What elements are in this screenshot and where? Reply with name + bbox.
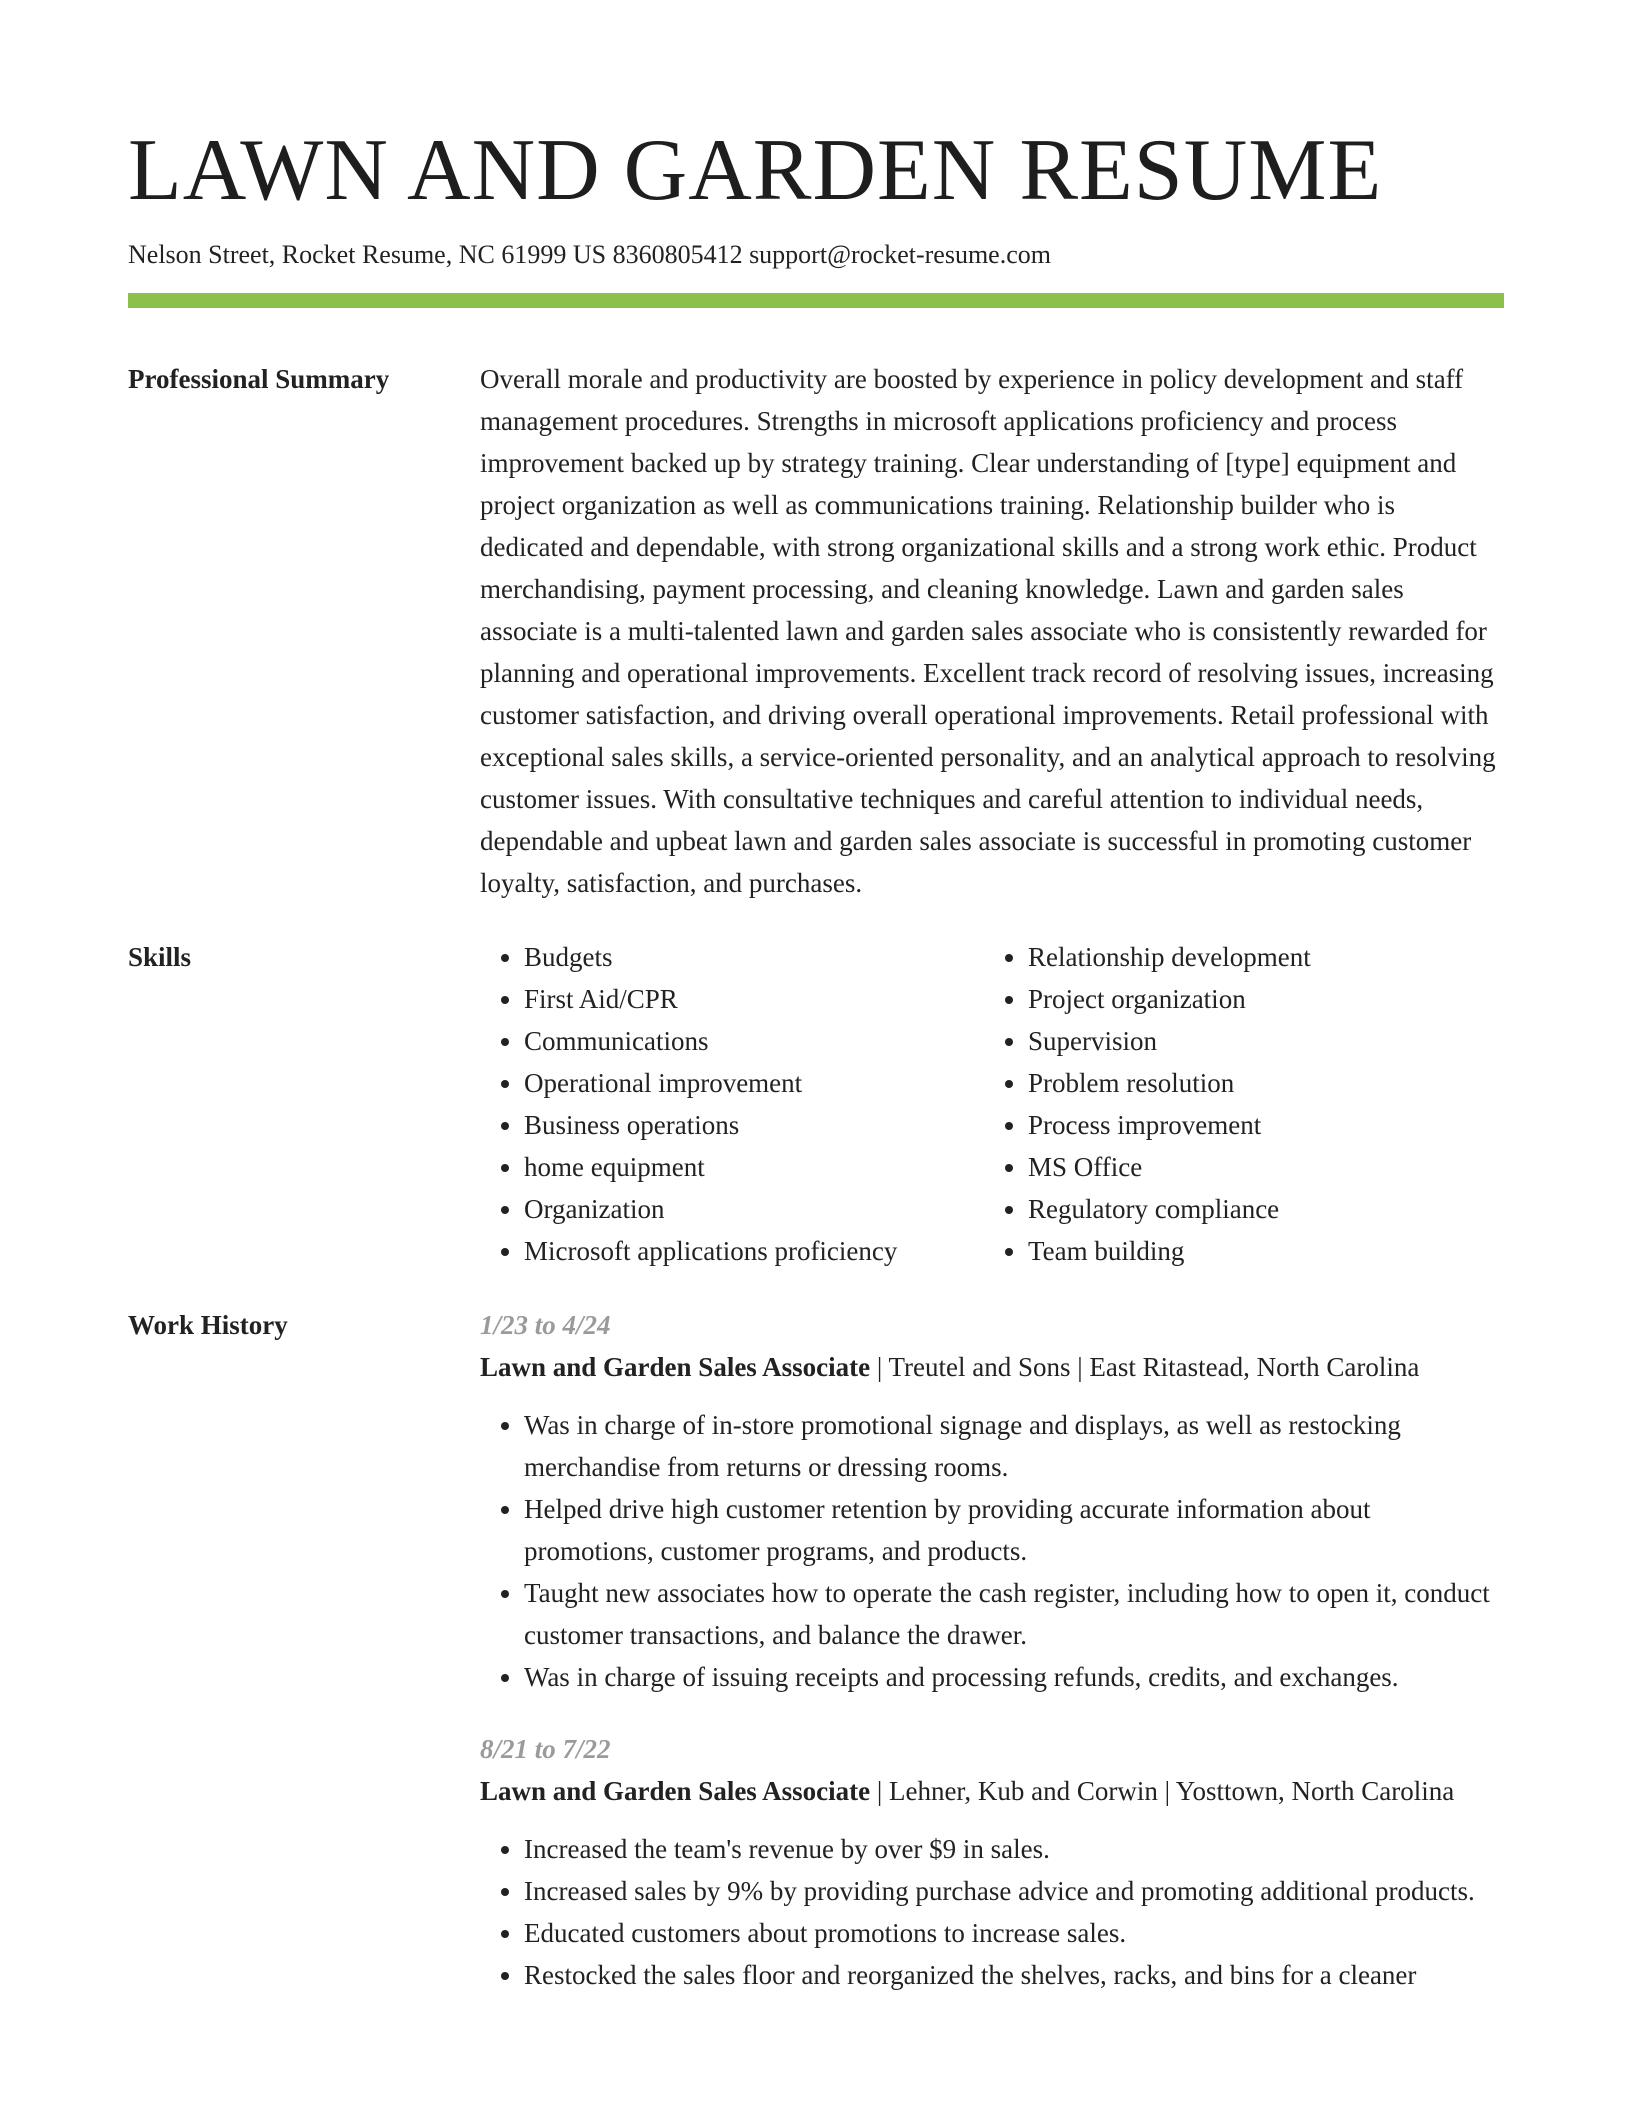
professional-summary-section xyxy=(128,358,1504,904)
skill-item: • MS Office xyxy=(1028,1146,1504,1188)
skills-body xyxy=(480,936,1504,1272)
job-employer-location: | Treutel and Sons | East Ritastead, North Carolina xyxy=(870,1352,1420,1382)
skill-item: • Microsoft applications proficiency xyxy=(524,1230,984,1272)
job-heading xyxy=(480,1346,1504,1388)
job-bullet-list xyxy=(480,1828,1504,1996)
skill-item: • Relationship development xyxy=(1028,936,1504,978)
skills-list-right xyxy=(984,936,1504,1272)
skill-item: • Operational improvement xyxy=(524,1062,984,1104)
work-history-section xyxy=(128,1304,1504,1996)
skill-item: • home equipment xyxy=(524,1146,984,1188)
skill-item: • Communications xyxy=(524,1020,984,1062)
skills-section xyxy=(128,936,1504,1272)
job-bullet: • Was in charge of issuing receipts and processing refunds, credits, and exchanges. xyxy=(524,1656,1504,1698)
job-bullet: • Educated customers about promotions to increase sales. xyxy=(524,1912,1504,1954)
job-entry xyxy=(480,1304,1504,1698)
skill-item: • Supervision xyxy=(1028,1020,1504,1062)
accent-divider xyxy=(128,293,1504,308)
job-dates: 1/23 to 4/24 xyxy=(480,1310,611,1340)
job-title: Lawn and Garden Sales Associate xyxy=(480,1352,871,1382)
job-bullet: • Increased the team's revenue by over $9 in sales. xyxy=(524,1828,1504,1870)
job-title: Lawn and Garden Sales Associate xyxy=(480,1776,871,1806)
skill-item: • Budgets xyxy=(524,936,984,978)
skills-list-left xyxy=(480,936,984,1272)
job-bullet: • Restocked the sales floor and reorganized the shelves, racks, and bins for a cleaner xyxy=(524,1954,1504,1996)
work-history-body xyxy=(480,1304,1504,1996)
summary-text: Overall morale and productivity are boosted by experience in policy development and staff management procedures. Strengths in microsoft applications proficiency and process improvement backed up by strategy training. Clear understanding of [type] equipment and project organization as well as communications training. Relationship builder who is dedicated and dependable, with strong organizational skills and a strong work ethic. Product merchandising, payment processing, and cleaning knowledge. Lawn and garden sales associate is a multi-talented lawn and garden sales associate who is consistently rewarded for planning and operational improvements. Excellent track record of resolving issues, increasing customer satisfaction, and driving overall operational improvements. Retail professional with exceptional sales skills, a service-oriented personality, and an analytical approach to resolving customer issues. With consultative techniques and careful attention to individual needs, dependable and upbeat lawn and garden sales associate is successful in promoting customer loyalty, satisfaction, and purchases. xyxy=(480,364,1496,898)
skill-item: • Organization xyxy=(524,1188,984,1230)
job-dates: 8/21 to 7/22 xyxy=(480,1734,611,1764)
job-entry xyxy=(480,1728,1504,1996)
skill-item: • Business operations xyxy=(524,1104,984,1146)
skill-item: • Process improvement xyxy=(1028,1104,1504,1146)
job-employer-location: | Lehner, Kub and Corwin | Yosttown, North Carolina xyxy=(870,1776,1455,1806)
job-heading xyxy=(480,1770,1504,1812)
job-bullet: • Helped drive high customer retention by providing accurate information about promotions, customer programs, and products. xyxy=(524,1488,1504,1572)
skill-item: • Team building xyxy=(1028,1230,1504,1272)
section-label-skills: Skills xyxy=(128,942,192,972)
job-bullet: • Taught new associates how to operate the cash register, including how to open it, conduct customer transactions, and balance the drawer. xyxy=(524,1572,1504,1656)
skill-item: • Project organization xyxy=(1028,978,1504,1020)
job-bullet: • Increased sales by 9% by providing purchase advice and promoting additional products. xyxy=(524,1870,1504,1912)
section-label-work-history: Work History xyxy=(128,1310,288,1340)
skill-item: • Regulatory compliance xyxy=(1028,1188,1504,1230)
resume-title: LAWN AND GARDEN RESUME xyxy=(128,122,1383,219)
job-bullet: • Was in charge of in-store promotional signage and displays, as well as restocking merchandise from returns or dressing rooms. xyxy=(524,1404,1504,1488)
contact-line: Nelson Street, Rocket Resume, NC 61999 US 8360805412 support@rocket-resume.com xyxy=(128,240,1051,269)
resume-page xyxy=(128,0,1504,1996)
skill-item: • Problem resolution xyxy=(1028,1062,1504,1104)
skill-item: • First Aid/CPR xyxy=(524,978,984,1020)
summary-body xyxy=(480,358,1504,904)
job-bullet-list xyxy=(480,1404,1504,1698)
section-label-summary: Professional Summary xyxy=(128,364,390,394)
